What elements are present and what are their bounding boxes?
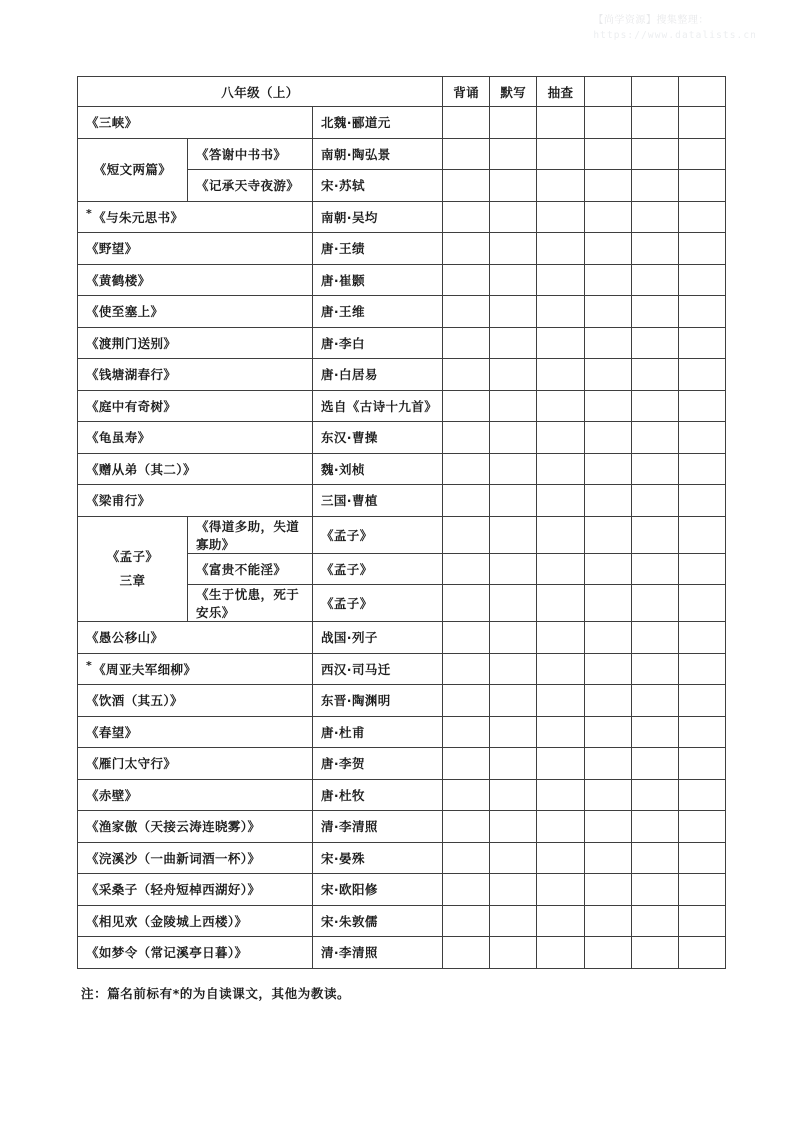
work-group-line1: 《孟子》 [106,549,159,564]
table-row [78,779,726,811]
row-20-mark-0[interactable] [443,748,490,780]
author-cell: 西汉·司马迁 [313,653,443,685]
self-study-asterisk: * [86,206,93,220]
row-25-mark-2[interactable] [537,905,584,937]
work-title-cell [78,485,313,517]
column-header-0: 背诵 [443,77,490,107]
row-18-mark-3[interactable] [584,685,631,717]
work-title-text: 《赤壁》 [86,787,138,803]
work-title-cell [78,390,313,422]
row-23-mark-5[interactable] [678,842,725,874]
work-title-text: 《春望》 [86,724,138,740]
row-18-mark-5[interactable] [678,685,725,717]
row-5-mark-5[interactable] [678,264,725,296]
author-cell: 《孟子》 [313,516,443,553]
work-title-text: 《周亚夫军细柳》 [93,661,197,677]
row-0-mark-3[interactable] [584,107,631,139]
author-cell: 南朝·陶弘景 [313,138,443,170]
row-3-mark-4[interactable] [631,201,678,233]
work-title-cell [78,653,313,685]
row-8-mark-1[interactable] [490,359,537,391]
work-title-text: 《渔家傲（天接云涛连晓雾）》 [86,819,261,835]
table-row [78,905,726,937]
author-cell: 宋·朱敦儒 [313,905,443,937]
row-8-mark-2[interactable] [537,359,584,391]
grade-title: 八年级（上） [78,77,443,107]
author-cell: 唐·崔颢 [313,264,443,296]
row-7-mark-5[interactable] [678,327,725,359]
author-cell: 魏·刘桢 [313,453,443,485]
row-21-mark-2[interactable] [537,779,584,811]
row-2-mark-2[interactable] [537,170,584,202]
work-title-text: 《庭中有奇树》 [86,398,177,414]
row-0-mark-4[interactable] [631,107,678,139]
row-23-mark-0[interactable] [443,842,490,874]
row-20-mark-2[interactable] [537,748,584,780]
row-14-mark-4[interactable] [631,553,678,585]
row-15-mark-3[interactable] [584,585,631,622]
table-row [78,201,726,233]
row-3-mark-2[interactable] [537,201,584,233]
row-8-mark-0[interactable] [443,359,490,391]
row-20-mark-1[interactable] [490,748,537,780]
row-13-mark-4[interactable] [631,516,678,553]
watermark [593,14,757,42]
row-24-mark-1[interactable] [490,874,537,906]
table-row [78,264,726,296]
work-title-text: 《采桑子（轻舟短棹西湖好）》 [86,882,261,898]
table-row [78,327,726,359]
row-16-mark-1[interactable] [490,622,537,654]
row-5-mark-0[interactable] [443,264,490,296]
row-18-mark-0[interactable] [443,685,490,717]
row-23-mark-3[interactable] [584,842,631,874]
row-24-mark-4[interactable] [631,874,678,906]
work-title-text: 《如梦令（常记溪亭日暮）》 [86,945,248,961]
row-13-mark-0[interactable] [443,516,490,553]
work-group-cell [78,516,188,622]
column-header-4 [631,77,678,107]
row-21-mark-3[interactable] [584,779,631,811]
row-0-mark-1[interactable] [490,107,537,139]
author-cell: 唐·杜牧 [313,779,443,811]
work-title-cell [78,842,313,874]
row-24-mark-2[interactable] [537,874,584,906]
row-21-mark-5[interactable] [678,779,725,811]
row-4-mark-5[interactable] [678,233,725,265]
row-13-mark-3[interactable] [584,516,631,553]
table-row [78,716,726,748]
row-9-mark-0[interactable] [443,390,490,422]
row-21-mark-1[interactable] [490,779,537,811]
table-row [78,748,726,780]
column-header-3 [584,77,631,107]
row-1-mark-3[interactable] [584,138,631,170]
work-group-line2: 三章 [119,572,146,588]
author-cell: 《孟子》 [313,585,443,622]
row-14-mark-1[interactable] [490,553,537,585]
row-16-mark-0[interactable] [443,622,490,654]
author-cell: 唐·王绩 [313,233,443,265]
work-title-cell [78,874,313,906]
work-title-cell [78,296,313,328]
row-16-mark-2[interactable] [537,622,584,654]
work-title-cell [78,264,313,296]
row-6-mark-4[interactable] [631,296,678,328]
row-6-mark-2[interactable] [537,296,584,328]
row-19-mark-0[interactable] [443,716,490,748]
author-cell: 宋·苏轼 [313,170,443,202]
row-4-mark-1[interactable] [490,233,537,265]
sub-work-cell: 《记承天寺夜游》 [188,170,313,202]
row-14-mark-3[interactable] [584,553,631,585]
work-title-text: 《三峡》 [86,115,138,131]
row-19-mark-5[interactable] [678,716,725,748]
row-17-mark-4[interactable] [631,653,678,685]
row-0-mark-0[interactable] [443,107,490,139]
author-cell: 东晋·陶渊明 [313,685,443,717]
row-14-mark-0[interactable] [443,553,490,585]
row-16-mark-3[interactable] [584,622,631,654]
row-9-mark-5[interactable] [678,390,725,422]
row-15-mark-4[interactable] [631,585,678,622]
table-row [78,233,726,265]
row-1-mark-2[interactable] [537,138,584,170]
row-3-mark-5[interactable] [678,201,725,233]
row-12-mark-2[interactable] [537,485,584,517]
row-4-mark-4[interactable] [631,233,678,265]
row-22-mark-1[interactable] [490,811,537,843]
row-26-mark-4[interactable] [631,937,678,969]
work-title-cell [78,937,313,969]
row-13-mark-5[interactable] [678,516,725,553]
row-24-mark-3[interactable] [584,874,631,906]
author-cell: 宋·晏殊 [313,842,443,874]
author-cell: 唐·白居易 [313,359,443,391]
work-title-cell [78,359,313,391]
row-13-mark-1[interactable] [490,516,537,553]
row-17-mark-2[interactable] [537,653,584,685]
row-0-mark-2[interactable] [537,107,584,139]
row-10-mark-5[interactable] [678,422,725,454]
row-15-mark-2[interactable] [537,585,584,622]
author-cell: 唐·杜甫 [313,716,443,748]
work-title-text: 《野望》 [86,241,138,257]
work-title-cell [78,811,313,843]
row-3-mark-1[interactable] [490,201,537,233]
author-cell: 东汉·曹操 [313,422,443,454]
table-row [78,811,726,843]
table-row [78,422,726,454]
row-25-mark-3[interactable] [584,905,631,937]
row-5-mark-1[interactable] [490,264,537,296]
table-footnote: 注：篇名前标有*的为自读课文，其他为教读。 [81,985,351,1001]
row-5-mark-3[interactable] [584,264,631,296]
table-row [78,359,726,391]
row-13-mark-2[interactable] [537,516,584,553]
row-17-mark-5[interactable] [678,653,725,685]
row-10-mark-2[interactable] [537,422,584,454]
author-cell: 清·李清照 [313,811,443,843]
row-23-mark-1[interactable] [490,842,537,874]
row-25-mark-5[interactable] [678,905,725,937]
row-11-mark-1[interactable] [490,453,537,485]
row-9-mark-2[interactable] [537,390,584,422]
row-26-mark-2[interactable] [537,937,584,969]
row-16-mark-4[interactable] [631,622,678,654]
row-11-mark-4[interactable] [631,453,678,485]
row-23-mark-2[interactable] [537,842,584,874]
row-2-mark-1[interactable] [490,170,537,202]
row-10-mark-1[interactable] [490,422,537,454]
author-cell: 唐·王维 [313,296,443,328]
row-17-mark-0[interactable] [443,653,490,685]
row-19-mark-1[interactable] [490,716,537,748]
row-15-mark-1[interactable] [490,585,537,622]
work-title-text: 《相见欢（金陵城上西楼）》 [86,913,248,929]
row-25-mark-1[interactable] [490,905,537,937]
author-cell: 清·李清照 [313,937,443,969]
row-8-mark-3[interactable] [584,359,631,391]
row-2-mark-5[interactable] [678,170,725,202]
work-title-text: 《愚公移山》 [86,630,164,646]
sub-work-cell: 《富贵不能淫》 [188,553,313,585]
row-22-mark-3[interactable] [584,811,631,843]
row-11-mark-3[interactable] [584,453,631,485]
work-title-cell [78,748,313,780]
document-page [77,76,725,1002]
author-cell: 《孟子》 [313,553,443,585]
table-row [78,685,726,717]
row-18-mark-2[interactable] [537,685,584,717]
work-title-cell [78,233,313,265]
row-14-mark-2[interactable] [537,553,584,585]
column-header-1: 默写 [490,77,537,107]
row-17-mark-1[interactable] [490,653,537,685]
author-cell: 南朝·吴均 [313,201,443,233]
row-11-mark-0[interactable] [443,453,490,485]
work-title-text: 《黄鹤楼》 [86,272,151,288]
row-22-mark-2[interactable] [537,811,584,843]
row-24-mark-0[interactable] [443,874,490,906]
watermark-source-line: 【尚学资源】搜集整理： [593,15,709,26]
row-4-mark-2[interactable] [537,233,584,265]
row-15-mark-5[interactable] [678,585,725,622]
row-6-mark-1[interactable] [490,296,537,328]
work-title-cell [78,716,313,748]
row-11-mark-2[interactable] [537,453,584,485]
row-7-mark-4[interactable] [631,327,678,359]
row-10-mark-4[interactable] [631,422,678,454]
row-6-mark-3[interactable] [584,296,631,328]
author-cell: 战国·列子 [313,622,443,654]
row-8-mark-4[interactable] [631,359,678,391]
row-5-mark-4[interactable] [631,264,678,296]
work-title-text: 《浣溪沙（一曲新词酒一杯）》 [86,850,261,866]
row-12-mark-1[interactable] [490,485,537,517]
row-3-mark-0[interactable] [443,201,490,233]
work-title-text: 《雁门太守行》 [86,756,177,772]
author-cell: 唐·李贺 [313,748,443,780]
work-title-cell [78,327,313,359]
table-row [78,485,726,517]
work-title-cell [78,779,313,811]
table-row [78,622,726,654]
row-26-mark-0[interactable] [443,937,490,969]
row-8-mark-5[interactable] [678,359,725,391]
row-17-mark-3[interactable] [584,653,631,685]
row-4-mark-3[interactable] [584,233,631,265]
work-title-cell [78,622,313,654]
row-19-mark-4[interactable] [631,716,678,748]
sub-work-cell: 《生于忧患，死于安乐》 [188,585,313,622]
row-10-mark-0[interactable] [443,422,490,454]
row-1-mark-1[interactable] [490,138,537,170]
recitation-checklist-table [77,76,726,969]
row-7-mark-2[interactable] [537,327,584,359]
work-group-cell [78,138,188,201]
row-16-mark-5[interactable] [678,622,725,654]
row-4-mark-0[interactable] [443,233,490,265]
row-11-mark-5[interactable] [678,453,725,485]
row-2-mark-4[interactable] [631,170,678,202]
work-title-cell [78,107,313,139]
row-19-mark-2[interactable] [537,716,584,748]
row-12-mark-3[interactable] [584,485,631,517]
table-row [78,937,726,969]
row-20-mark-4[interactable] [631,748,678,780]
column-header-5 [678,77,725,107]
row-18-mark-4[interactable] [631,685,678,717]
sub-work-cell: 《得道多助，失道寡助》 [188,516,313,553]
row-7-mark-3[interactable] [584,327,631,359]
row-26-mark-5[interactable] [678,937,725,969]
table-row [78,516,726,553]
table-row [78,107,726,139]
author-cell: 选自《古诗十九首》 [313,390,443,422]
row-1-mark-5[interactable] [678,138,725,170]
row-3-mark-3[interactable] [584,201,631,233]
row-21-mark-4[interactable] [631,779,678,811]
author-cell: 宋·欧阳修 [313,874,443,906]
row-22-mark-0[interactable] [443,811,490,843]
author-cell: 三国·曹植 [313,485,443,517]
row-25-mark-0[interactable] [443,905,490,937]
work-title-cell [78,685,313,717]
table-row [78,874,726,906]
row-6-mark-5[interactable] [678,296,725,328]
row-12-mark-5[interactable] [678,485,725,517]
row-10-mark-3[interactable] [584,422,631,454]
row-12-mark-0[interactable] [443,485,490,517]
table-row [78,138,726,170]
work-title-text: 《使至塞上》 [86,304,164,320]
row-15-mark-0[interactable] [443,585,490,622]
table-row [78,453,726,485]
row-1-mark-0[interactable] [443,138,490,170]
row-19-mark-3[interactable] [584,716,631,748]
row-2-mark-3[interactable] [584,170,631,202]
work-title-cell [78,201,313,233]
row-9-mark-1[interactable] [490,390,537,422]
row-9-mark-4[interactable] [631,390,678,422]
column-header-2: 抽查 [537,77,584,107]
work-title-text: 《梁甫行》 [86,493,151,509]
row-5-mark-2[interactable] [537,264,584,296]
row-20-mark-3[interactable] [584,748,631,780]
work-title-cell [78,422,313,454]
row-6-mark-0[interactable] [443,296,490,328]
work-title-text: 《龟虽寿》 [86,430,151,446]
row-21-mark-0[interactable] [443,779,490,811]
row-26-mark-3[interactable] [584,937,631,969]
work-title-cell [78,905,313,937]
row-25-mark-4[interactable] [631,905,678,937]
work-title-text: 《赠从弟（其二）》 [86,461,196,477]
work-title-cell [78,453,313,485]
row-26-mark-1[interactable] [490,937,537,969]
work-group-line1: 《短文两篇》 [93,161,172,177]
work-title-text: 《饮酒（其五）》 [86,693,183,709]
row-22-mark-4[interactable] [631,811,678,843]
author-cell: 北魏·郦道元 [313,107,443,139]
watermark-url-line: https://www.datalists.cn [593,29,757,41]
sub-work-cell: 《答谢中书书》 [188,138,313,170]
row-1-mark-4[interactable] [631,138,678,170]
row-18-mark-1[interactable] [490,685,537,717]
row-20-mark-5[interactable] [678,748,725,780]
row-0-mark-5[interactable] [678,107,725,139]
row-24-mark-5[interactable] [678,874,725,906]
row-14-mark-5[interactable] [678,553,725,585]
table-row [78,390,726,422]
row-7-mark-1[interactable] [490,327,537,359]
row-7-mark-0[interactable] [443,327,490,359]
author-cell: 唐·李白 [313,327,443,359]
row-9-mark-3[interactable] [584,390,631,422]
table-header-row [78,77,726,107]
table-row [78,296,726,328]
row-23-mark-4[interactable] [631,842,678,874]
work-title-text: 《渡荆门送别》 [86,335,177,351]
row-2-mark-0[interactable] [443,170,490,202]
work-title-text: 《钱塘湖春行》 [86,367,177,383]
work-title-text: 《与朱元思书》 [93,209,184,225]
row-12-mark-4[interactable] [631,485,678,517]
self-study-asterisk: * [86,658,93,672]
row-22-mark-5[interactable] [678,811,725,843]
table-row [78,653,726,685]
table-row [78,842,726,874]
